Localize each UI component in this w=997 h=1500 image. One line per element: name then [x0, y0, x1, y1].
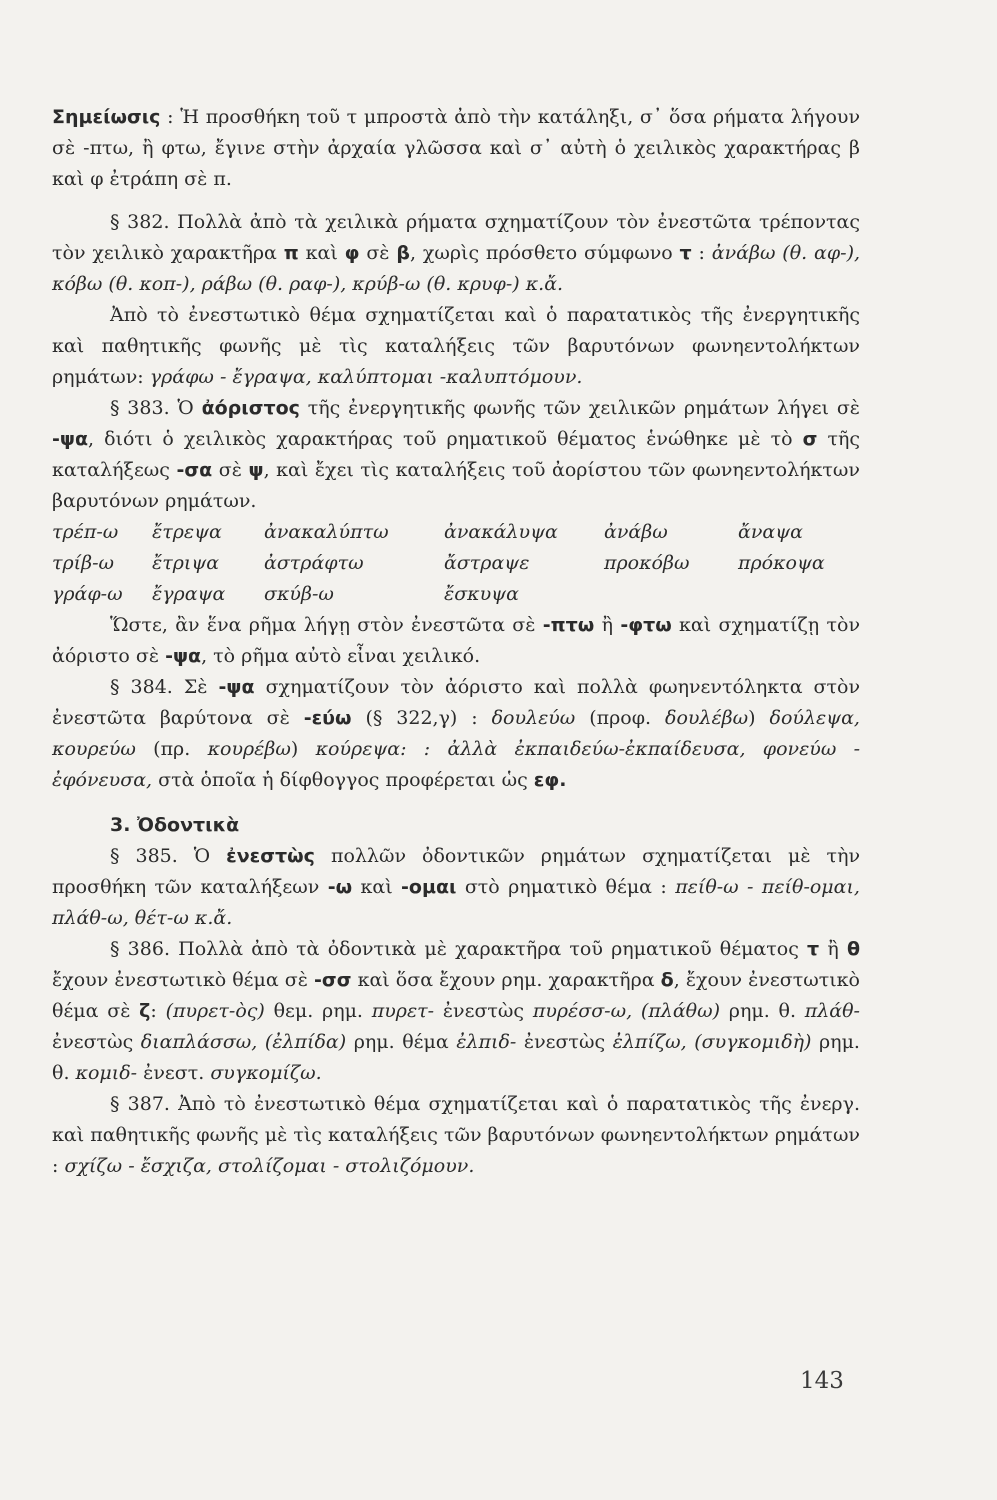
- text: Ἀπὸ τὸ ἐνεστωτικὸ θέμα σχηματίζεται καὶ ὁ παρατατικὸς τῆς ἐνεργητικῆς καὶ παθητικῆς φωνῆς μὲ τὶς καταλήξεις τῶν βαρυτόνων φωνηεντολήκτων ρημάτων:: [52, 304, 860, 388]
- text: ἐνεστὼς: [523, 1031, 606, 1053]
- text: ρημ. θέμα: [353, 1031, 449, 1053]
- bold-term: -ω: [327, 876, 353, 898]
- italic-term: πυρέσσ-ω, (πλάθω): [532, 1000, 721, 1022]
- bold-term: εφ.: [533, 769, 567, 791]
- bold-term: -φτω: [620, 614, 672, 636]
- examples: πείθ-ω - πείθ-ομαι, πλάθ-ω, θέτ-ω κ.ἄ.: [52, 876, 860, 929]
- text: στὰ ὁποῖα ἡ δίφθογγος προφέρεται ὡς: [158, 769, 528, 791]
- italic-term: συγκομίζω.: [210, 1062, 322, 1084]
- table-cell: ἄναψα: [738, 521, 803, 543]
- table-cell: ἀνακάλυψα: [444, 521, 558, 543]
- section-382: [52, 207, 860, 300]
- bold-term: φ: [344, 242, 360, 264]
- table-cell: [738, 579, 860, 610]
- section-384: [52, 672, 860, 796]
- italic-term: κουρέβω: [207, 738, 291, 760]
- bold-term: ἐνεστὼς: [226, 845, 315, 867]
- text: (πρ.: [153, 738, 191, 760]
- text: στὸ ρηματικὸ θέμα :: [464, 876, 667, 898]
- table-cell: ἀνακαλύπτω: [264, 521, 389, 543]
- text: σὲ: [366, 242, 390, 264]
- text: § 386. Πολλὰ ἀπὸ τὰ ὀδοντικὰ μὲ χαρακτῆρα τοῦ ρηματικοῦ θέματος: [110, 938, 799, 960]
- text: ἐνεστὼς: [52, 1031, 134, 1053]
- italic-term: πλάθ-: [804, 1000, 860, 1022]
- text: ἐνεστ.: [143, 1062, 205, 1084]
- italic-term: δούλεψα, κουρεύω: [52, 707, 860, 760]
- text: καὶ σχηματίζῃ τὸν ἀόριστο σὲ: [52, 614, 861, 667]
- hoste-paragraph: [52, 610, 860, 672]
- table-cell: προκόβω: [604, 552, 690, 574]
- bold-term: π: [283, 242, 299, 264]
- bold-term: -ψα: [52, 428, 89, 450]
- bold-term: σ: [802, 428, 818, 450]
- text: ἢ: [827, 938, 839, 960]
- bold-term: -πτω: [542, 614, 595, 636]
- text: καὶ: [305, 242, 338, 264]
- table-cell: σκύβ-ω: [264, 583, 334, 605]
- table-cell: γράφ-ω: [52, 583, 123, 605]
- text: ): [290, 738, 299, 760]
- text: καὶ ὅσα ἔχουν ρημ. χαρακτῆρα: [357, 969, 655, 991]
- italic-term: κομιδ-: [75, 1062, 138, 1084]
- section-386: [52, 934, 860, 1089]
- table-cell: [604, 579, 738, 610]
- text: ρημ. θ.: [728, 1000, 796, 1022]
- examples: σχίζω - ἔσχιζα, στολίζομαι - στολιζόμουν.: [64, 1155, 475, 1177]
- table-cell: ἀστράφτω: [264, 552, 364, 574]
- page-body: [52, 102, 860, 1182]
- text: , χωρὶς πρόσθετο σύμφωνο: [409, 242, 673, 264]
- bold-term: ψ: [248, 459, 264, 481]
- table-cell: ἀνάβω: [604, 521, 668, 543]
- italic-term: διαπλάσσω, (ἐλπίδα): [140, 1031, 347, 1053]
- text: § 387. Ἀπὸ τὸ ἐνεστωτικὸ θέμα σχηματίζεται καὶ ὁ παρατατικὸς τῆς ἐνεργ. καὶ παθητικῆς φωνῆς μὲ τὶς καταλήξεις τῶν βαρυτόνων φωνηεντολήκτων ρημάτων :: [52, 1093, 860, 1177]
- table-cell: ἄστραψε: [444, 552, 530, 574]
- italic-term: ἐλπίζω, (συγκομιδὴ): [612, 1031, 812, 1053]
- bold-term: -ψα: [218, 676, 255, 698]
- note-paragraph: [52, 102, 860, 195]
- section-heading: 3. Ὀδοντικὰ: [110, 814, 240, 836]
- text: θεμ. ρημ.: [273, 1000, 363, 1022]
- text: (§ 322,γ) :: [365, 707, 478, 729]
- text: , ἔχουν ἐνεστωτικὸ θέμα σὲ: [52, 969, 860, 1022]
- text: § 385. Ὁ: [110, 845, 211, 867]
- section-385: [52, 841, 860, 934]
- bold-term: ἀόριστος: [201, 397, 300, 419]
- section-387: [52, 1089, 860, 1182]
- text: τῆς καταλήξεως: [52, 428, 860, 481]
- section-382-imperfect: [52, 300, 860, 393]
- text: , καὶ ἔχει τὶς καταλήξεις τοῦ ἀορίστου τῶν φωνηεντολήκτων βαρυτόνων ρημάτων.: [52, 459, 860, 512]
- bold-term: δ: [660, 969, 674, 991]
- table-cell: ἔτριψα: [152, 552, 220, 574]
- bold-term: τ: [679, 242, 692, 264]
- text: τῆς ἐνεργητικῆς φωνῆς τῶν χειλικῶν ρημάτων λήγει σὲ: [307, 397, 860, 419]
- text: (προφ.: [589, 707, 652, 729]
- bold-term: -εύω: [303, 707, 352, 729]
- text: § 383. Ὁ: [110, 397, 194, 419]
- italic-term: ἐλπιδ-: [456, 1031, 517, 1053]
- text: ρημ. θ.: [52, 1031, 860, 1084]
- table-cell: ἔγραψα: [152, 583, 226, 605]
- section-383: [52, 393, 860, 517]
- table-cell: τρίβ-ω: [52, 552, 115, 574]
- bold-term: -ψα: [165, 645, 202, 667]
- examples: γράφω - ἔγραψα, καλύπτομαι -καλυπτόμουν.: [149, 366, 583, 388]
- bold-term: -σα: [176, 459, 213, 481]
- text: § 382. Πολλὰ ἀπὸ τὰ χειλικὰ ρήματα σχηματίζουν τὸν ἐνεστῶτα τρέποντας τὸν χειλικὸ χαρακτῆρα: [52, 211, 860, 264]
- text: :: [150, 1000, 157, 1022]
- bold-term: ζ: [139, 1000, 151, 1022]
- text: ἢ: [601, 614, 614, 636]
- bold-term: β: [396, 242, 410, 264]
- table-cell: τρέπ-ω: [52, 521, 119, 543]
- examples: ἀνάβω (θ. αφ-), κόβω (θ. κοπ-), ράβω (θ. ραφ-), κρύβ-ω (θ. κρυφ-) κ.ἄ.: [52, 242, 861, 295]
- text: σὲ: [218, 459, 242, 481]
- italic-term: πυρετ-: [371, 1000, 435, 1022]
- text: καὶ: [360, 876, 393, 898]
- note-label: Σημείωσις: [52, 106, 161, 128]
- italic-term: δουλεύω: [491, 707, 576, 729]
- bold-term: -ομαι: [401, 876, 457, 898]
- text: πολλῶν ὀδοντικῶν ρημάτων σχηματίζεται μὲ τὴν προσθήκη τῶν καταλήξεων: [52, 845, 860, 898]
- text: § 384. Σὲ: [110, 676, 208, 698]
- bold-term: θ: [846, 938, 861, 960]
- table-cell: ἔτρεψα: [152, 521, 222, 543]
- page-number: 143: [800, 1368, 844, 1394]
- text: , διότι ὁ χειλικὸς χαρακτήρας τοῦ ρηματικοῦ θέματος ἑνώθηκε μὲ τὸ: [88, 428, 793, 450]
- text: ): [748, 707, 756, 729]
- note-text: : Ἡ προσθήκη τοῦ τ μπροστὰ ἀπὸ τὴν κατάληξι, σ᾽ ὅσα ρήματα λήγουν σὲ -πτω, ἢ φτω, ἔγινε στὴν ἀρχαία γλῶσσα καὶ σ᾽ αὐτὴ ὁ χειλικὸς χαρακτήρας β καὶ φ ἐτράπη σὲ π.: [52, 106, 860, 190]
- text: ἔχουν ἐνεστωτικὸ θέμα σὲ: [52, 969, 308, 991]
- table-cell: ἔσκυψα: [444, 583, 519, 605]
- italic-term: κούρεψα: : ἀλλὰ ἐκπαιδεύω-ἐκπαίδευσα, φονεύω - ἐφόνευσα,: [52, 738, 861, 791]
- bold-term: -σσ: [314, 969, 352, 991]
- text: Ὥστε, ἂν ἕνα ρῆμα λήγῃ στὸν ἐνεστῶτα σὲ: [110, 614, 536, 636]
- italic-term: δουλέβω: [665, 707, 749, 729]
- table-cell: πρόκοψα: [738, 552, 825, 574]
- text: ἐνεστὼς: [442, 1000, 525, 1022]
- italic-term: (πυρετ-ὸς): [165, 1000, 265, 1022]
- text: :: [698, 242, 705, 264]
- text: , τὸ ρῆμα αὐτὸ εἶναι χειλικό.: [201, 645, 481, 667]
- text: σχηματίζουν τὸν ἀόριστο καὶ πολλὰ φωηνεντόληκτα στὸν ἐνεστῶτα βαρύτονα σὲ: [52, 676, 861, 729]
- bold-term: τ: [807, 938, 820, 960]
- verb-table: [52, 517, 860, 610]
